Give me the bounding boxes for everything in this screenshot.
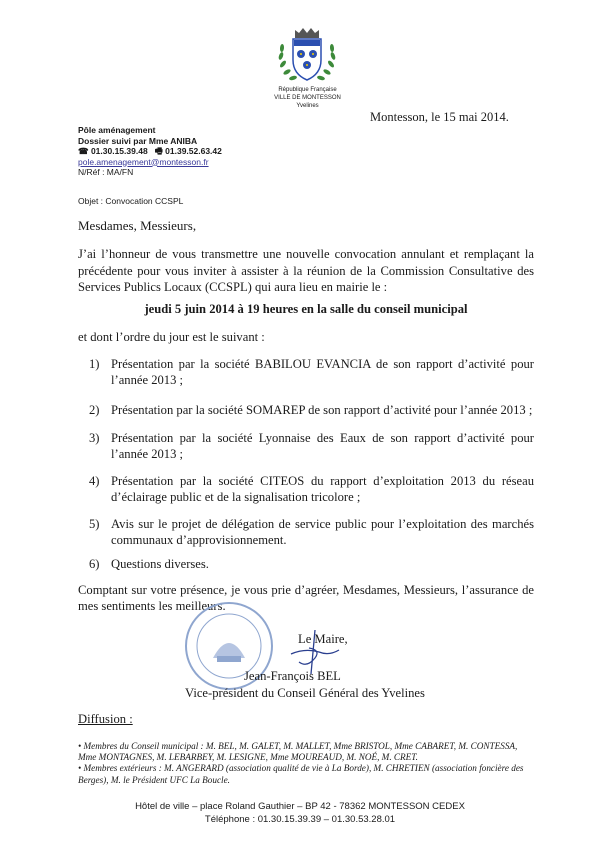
agenda-item [89,402,534,418]
agenda-item-text: Questions diverses. [111,557,209,571]
agenda-item-text: Présentation par la société Lyonnaise des Eaux de son rapport d’activité pour l’année 2013 ; [111,431,534,461]
sender-department: Pôle aménagement [78,125,156,135]
agenda-item-text: Avis sur le projet de délégation de service public pour l’exploitation des marchés communaux d’approvisionnement. [111,517,534,547]
agenda-item-number: 6) [89,557,100,571]
footer-phone: Téléphone : 01.30.15.39.39 – 01.30.53.28.01 [204,814,396,825]
agenda-intro: et dont l’ordre du jour est le suivant : [78,330,265,344]
meeting-date-line: jeudi 5 juin 2014 à 19 heures en la salle du conseil municipal [144,302,468,316]
footer-address: Hôtel de ville – place Roland Gauthier – BP 42 - 78362 MONTESSON CEDEX [135,801,465,812]
signature-title: Le Maire, [298,632,348,646]
crest-caption [230,86,385,110]
sender-phone: ☎ 01.30.15.39.48 [78,146,148,156]
letter-footer [0,800,600,826]
sender-fax: 🖷 01.39.52.63.42 [154,146,222,156]
agenda-item [89,473,534,505]
diffusion-council-members: • Membres du Conseil municipal : M. BEL, M. GALET, M. MALLET, Mme BRISTOL, Mme CABARET, M. CONTESSA, Mme MONTAGNES, M. LEBARBEY, M. LESIGNE, Mme MOUREAUD, M. NOÉ, M. CRET. [78,741,518,763]
agenda-item [89,430,534,462]
sender-reference: N/Réf : MA/FN [78,167,134,177]
crest-caption-line: République Française [278,87,337,93]
signatory-role: Vice-président du Conseil Général des Yvelines [185,686,425,700]
letter-greeting: Mesdames, Messieurs, [78,218,197,233]
letter-date: Montesson, le 15 mai 2014. [370,110,509,124]
sender-followed-by: Dossier suivi par Mme ANIBA [78,135,198,146]
letter-body-paragraph: J’ai l’honneur de vous transmettre une nouvelle convocation annulant et remplaçant la précédente pour vous inviter à assister à la réunion de la Commission Consultative des Services Publics Locaux (CCSPL) qui aura lieu en mairie le : [78,247,534,294]
sender-email-link[interactable]: pole.amenagement@montesson.fr [78,156,209,167]
agenda-item-number: 5) [89,517,100,531]
sender-contact-line [78,146,222,157]
letter-closing: Comptant sur votre présence, je vous prie d’agréer, Mesdames, Messieurs, l’assurance de mes sentiments les meilleurs. [78,583,534,613]
crest-caption-line: Yvelines [296,103,319,109]
agenda-item [89,356,534,388]
agenda-item-number: 4) [89,474,100,488]
signatory-name: Jean-François BEL [244,669,341,683]
agenda-item [89,516,534,548]
agenda-item-text: Présentation par la société SOMAREP de son rapport d’activité pour l’année 2013 ; [111,403,533,417]
coat-of-arms-logo [271,24,343,90]
agenda-item-number: 1) [89,357,100,371]
agenda-item-number: 3) [89,431,100,445]
letter-object: Objet : Convocation CCSPL [78,196,184,206]
diffusion-list [78,741,534,786]
crest-caption-line: VILLE DE MONTESSON [274,95,341,101]
agenda-item-text: Présentation par la société BABILOU EVANCIA de son rapport d’activité pour l’année 2013 ; [111,357,534,387]
diffusion-heading: Diffusion : [78,712,133,726]
sender-block [78,125,222,178]
agenda-item [89,556,534,572]
agenda-item-number: 2) [89,403,100,417]
diffusion-external-members: • Membres extérieurs : M. ANGERARD (association qualité de vie à La Borde), M. CHRETIEN (association foncière des Berges), M. le Président UFC La Boucle. [78,763,524,785]
agenda-item-text: Présentation par la société CITEOS du rapport d’exploitation 2013 du réseau d’éclairage public et de la signalisation tricolore ; [111,474,534,504]
